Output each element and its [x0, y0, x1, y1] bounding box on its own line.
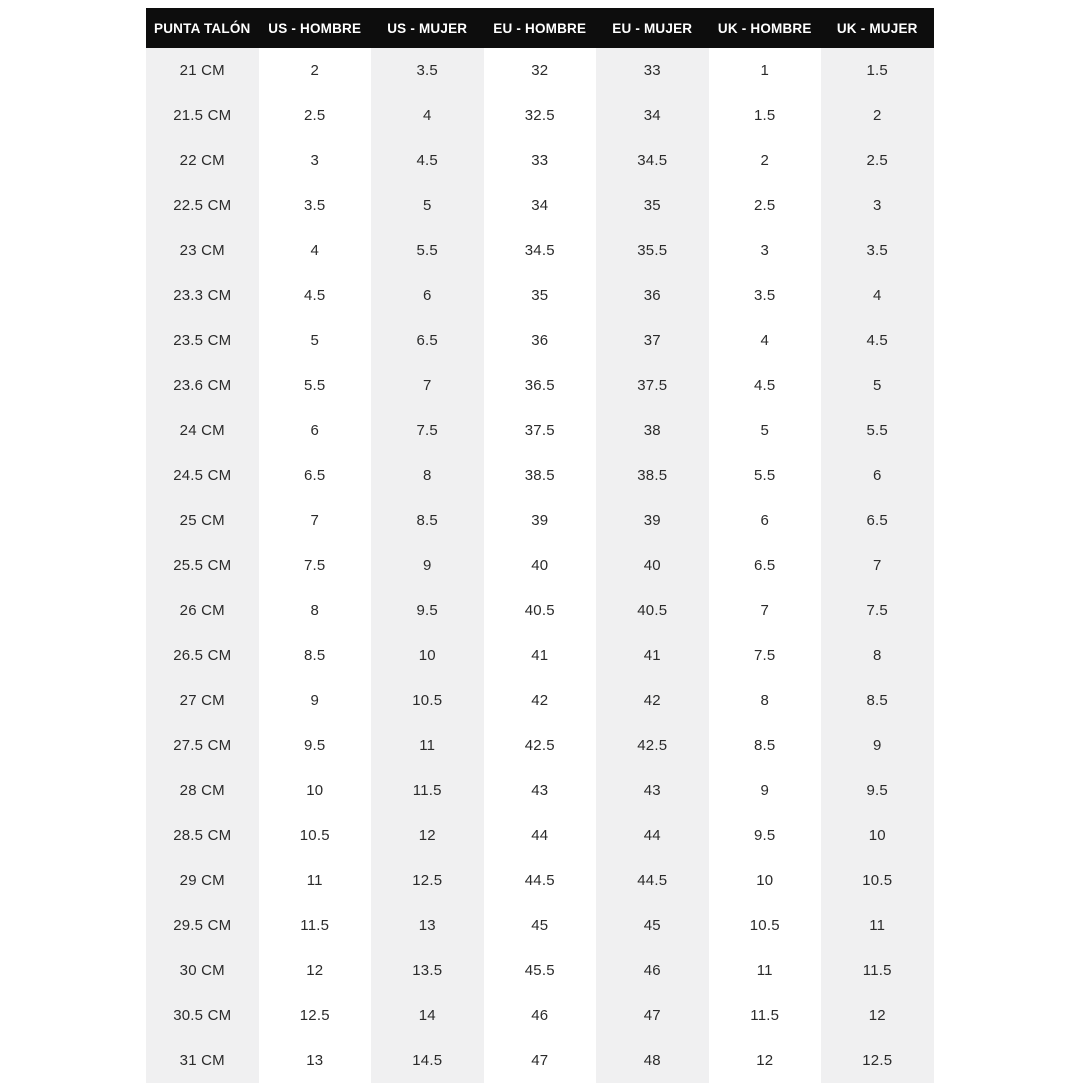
table-cell: 10.5	[821, 858, 934, 903]
table-cell: 33	[596, 48, 709, 93]
row-label-cell: 26 CM	[146, 588, 259, 633]
table-cell: 10	[371, 633, 484, 678]
table-cell: 45	[531, 917, 549, 934]
table-cell: 6.5	[821, 498, 934, 543]
table-cell: 45.5	[524, 962, 555, 979]
shoe-size-conversion-table	[146, 8, 934, 1083]
table-cell: 6.5	[371, 318, 484, 363]
table-cell: 7	[310, 512, 320, 529]
table-cell: 34	[531, 197, 549, 214]
table-cell: 32.5	[524, 107, 555, 124]
table-cell: 7.5	[371, 408, 484, 453]
table-row	[146, 318, 934, 363]
table-cell: 4	[310, 242, 320, 259]
table-cell: 35	[531, 287, 549, 304]
table-cell: 14	[371, 993, 484, 1038]
table-cell: 11.5	[300, 917, 330, 934]
table-cell: 9	[371, 543, 484, 588]
table-cell: 3.5	[754, 287, 776, 304]
table-cell: 8.5	[304, 647, 326, 664]
table-cell: 42	[531, 692, 549, 709]
table-cell: 11.5	[371, 768, 484, 813]
table-cell: 6.5	[754, 557, 776, 574]
table-cell: 5.5	[821, 408, 934, 453]
table-cell: 43	[596, 768, 709, 813]
table-cell: 4	[760, 332, 770, 349]
row-label-cell: 23.5 CM	[146, 318, 259, 363]
table-cell: 12.5	[299, 1007, 330, 1024]
table-cell: 10	[821, 813, 934, 858]
table-cell: 11	[821, 903, 934, 948]
table-cell: 3	[760, 242, 770, 259]
table-cell: 8	[760, 692, 770, 709]
row-label-cell: 29.5 CM	[146, 903, 259, 948]
table-row	[146, 93, 934, 138]
table-cell: 14.5	[371, 1038, 484, 1083]
table-cell: 35	[596, 183, 709, 228]
table-cell: 38.5	[596, 453, 709, 498]
header-cell: UK - HOMBRE	[709, 8, 822, 48]
table-row	[146, 633, 934, 678]
table-cell: 2	[310, 62, 320, 79]
table-cell: 1	[760, 62, 770, 79]
table-cell: 7	[371, 363, 484, 408]
table-cell: 2	[821, 93, 934, 138]
row-label-cell: 22 CM	[146, 138, 259, 183]
header-cell: US - MUJER	[371, 8, 484, 48]
table-cell: 13	[306, 1052, 324, 1069]
table-cell: 37.5	[524, 422, 555, 439]
table-cell: 34.5	[596, 138, 709, 183]
table-cell: 9	[310, 692, 320, 709]
table-cell: 6	[371, 273, 484, 318]
table-row	[146, 768, 934, 813]
table-cell: 4.5	[371, 138, 484, 183]
table-cell: 46	[531, 1007, 549, 1024]
table-cell: 9	[821, 723, 934, 768]
table-cell: 10.5	[299, 827, 330, 844]
table-cell: 8	[821, 633, 934, 678]
row-label-cell: 25 CM	[146, 498, 259, 543]
table-cell: 11.5	[821, 948, 934, 993]
table-cell: 12	[756, 1052, 774, 1069]
table-cell: 8.5	[821, 678, 934, 723]
table-cell: 5	[760, 422, 770, 439]
table-cell: 5.5	[304, 377, 326, 394]
row-label-cell: 28 CM	[146, 768, 259, 813]
table-row	[146, 813, 934, 858]
row-label-cell: 25.5 CM	[146, 543, 259, 588]
table-cell: 34	[596, 93, 709, 138]
table-cell: 5.5	[371, 228, 484, 273]
table-cell: 2.5	[304, 107, 326, 124]
row-label-cell: 22.5 CM	[146, 183, 259, 228]
row-label-cell: 23 CM	[146, 228, 259, 273]
table-cell: 40	[531, 557, 549, 574]
table-cell: 4.5	[304, 287, 326, 304]
table-cell: 2.5	[821, 138, 934, 183]
table-cell: 4	[821, 273, 934, 318]
row-label-cell: 30 CM	[146, 948, 259, 993]
header-cell: EU - MUJER	[596, 8, 709, 48]
table-cell: 3.5	[371, 48, 484, 93]
table-cell: 5	[371, 183, 484, 228]
table-cell: 11.5	[750, 1007, 780, 1024]
table-cell: 9.5	[304, 737, 326, 754]
row-label-cell: 21 CM	[146, 48, 259, 93]
table-cell: 32	[531, 62, 549, 79]
table-cell: 8	[371, 453, 484, 498]
header-cell: UK - MUJER	[821, 8, 934, 48]
table-cell: 39	[531, 512, 549, 529]
table-row	[146, 948, 934, 993]
table-cell: 6	[821, 453, 934, 498]
table-cell: 9.5	[371, 588, 484, 633]
row-label-cell: 27 CM	[146, 678, 259, 723]
table-row	[146, 588, 934, 633]
table-cell: 41	[531, 647, 549, 664]
table-cell: 39	[596, 498, 709, 543]
table-cell: 38.5	[524, 467, 555, 484]
table-cell: 7.5	[304, 557, 326, 574]
table-cell: 42	[596, 678, 709, 723]
row-label-cell: 28.5 CM	[146, 813, 259, 858]
row-label-cell: 24 CM	[146, 408, 259, 453]
table-cell: 45	[596, 903, 709, 948]
table-row	[146, 183, 934, 228]
table-cell: 46	[596, 948, 709, 993]
table-cell: 33	[531, 152, 549, 169]
table-cell: 9.5	[754, 827, 776, 844]
table-row	[146, 408, 934, 453]
table-cell: 8.5	[371, 498, 484, 543]
table-cell: 7.5	[821, 588, 934, 633]
table-row	[146, 453, 934, 498]
table-cell: 42.5	[524, 737, 555, 754]
table-body	[146, 48, 934, 1083]
table-cell: 43	[531, 782, 549, 799]
table-cell: 3	[821, 183, 934, 228]
table-cell: 11	[306, 872, 323, 889]
table-cell: 1.5	[754, 107, 776, 124]
table-cell: 5.5	[754, 467, 776, 484]
table-cell: 10.5	[371, 678, 484, 723]
table-cell: 6.5	[304, 467, 326, 484]
table-row	[146, 363, 934, 408]
table-cell: 7.5	[754, 647, 776, 664]
table-cell: 48	[596, 1038, 709, 1083]
table-cell: 40	[596, 543, 709, 588]
table-cell: 4.5	[821, 318, 934, 363]
table-cell: 6	[310, 422, 320, 439]
table-cell: 36	[531, 332, 549, 349]
table-cell: 4	[371, 93, 484, 138]
row-label-cell: 23.3 CM	[146, 273, 259, 318]
row-label-cell: 27.5 CM	[146, 723, 259, 768]
table-cell: 12.5	[821, 1038, 934, 1083]
table-cell: 5	[821, 363, 934, 408]
table-cell: 11	[756, 962, 773, 979]
table-cell: 3.5	[304, 197, 326, 214]
table-cell: 1.5	[821, 48, 934, 93]
table-cell: 6	[760, 512, 770, 529]
table-cell: 3.5	[821, 228, 934, 273]
header-row	[146, 8, 934, 48]
table-header-row	[146, 8, 934, 48]
table-cell: 47	[596, 993, 709, 1038]
table-cell: 9.5	[821, 768, 934, 813]
table-cell: 37	[596, 318, 709, 363]
table-row	[146, 498, 934, 543]
row-label-cell: 30.5 CM	[146, 993, 259, 1038]
header-cell: PUNTA TALÓN	[146, 8, 259, 48]
table-cell: 2	[760, 152, 770, 169]
table-cell: 40.5	[524, 602, 555, 619]
table-cell: 8.5	[754, 737, 776, 754]
table-cell: 44	[531, 827, 549, 844]
table-cell: 7	[760, 602, 770, 619]
table-cell: 44	[596, 813, 709, 858]
table-cell: 3	[310, 152, 320, 169]
table-cell: 12	[371, 813, 484, 858]
table-cell: 5	[310, 332, 320, 349]
table-cell: 13	[371, 903, 484, 948]
table-cell: 10.5	[749, 917, 780, 934]
table-row	[146, 228, 934, 273]
table-cell: 34.5	[524, 242, 555, 259]
table-row	[146, 858, 934, 903]
table-cell: 36	[596, 273, 709, 318]
table-cell: 2.5	[754, 197, 776, 214]
table-cell: 44.5	[524, 872, 555, 889]
table-row	[146, 543, 934, 588]
table-row	[146, 723, 934, 768]
table-cell: 12	[306, 962, 324, 979]
table-cell: 36.5	[524, 377, 555, 394]
table-cell: 47	[531, 1052, 549, 1069]
table-row	[146, 678, 934, 723]
row-label-cell: 29 CM	[146, 858, 259, 903]
table-cell: 10	[756, 872, 774, 889]
table-cell: 35.5	[596, 228, 709, 273]
header-cell: US - HOMBRE	[259, 8, 372, 48]
table-row	[146, 48, 934, 93]
table-cell: 44.5	[596, 858, 709, 903]
table-cell: 11	[371, 723, 484, 768]
table-cell: 7	[821, 543, 934, 588]
table-cell: 12.5	[371, 858, 484, 903]
table-cell: 42.5	[596, 723, 709, 768]
table-row	[146, 138, 934, 183]
table-cell: 13.5	[371, 948, 484, 993]
table-cell: 38	[596, 408, 709, 453]
table-row	[146, 993, 934, 1038]
row-label-cell: 23.6 CM	[146, 363, 259, 408]
table-cell: 37.5	[596, 363, 709, 408]
table-cell: 10	[306, 782, 324, 799]
table-row	[146, 1038, 934, 1083]
table-cell: 41	[596, 633, 709, 678]
table-row	[146, 273, 934, 318]
row-label-cell: 21.5 CM	[146, 93, 259, 138]
row-label-cell: 31 CM	[146, 1038, 259, 1083]
table-cell: 8	[310, 602, 320, 619]
header-cell: EU - HOMBRE	[484, 8, 597, 48]
table-cell: 40.5	[596, 588, 709, 633]
table-cell: 12	[821, 993, 934, 1038]
table-cell: 4.5	[754, 377, 776, 394]
row-label-cell: 26.5 CM	[146, 633, 259, 678]
table-row	[146, 903, 934, 948]
row-label-cell: 24.5 CM	[146, 453, 259, 498]
table-cell: 9	[760, 782, 770, 799]
